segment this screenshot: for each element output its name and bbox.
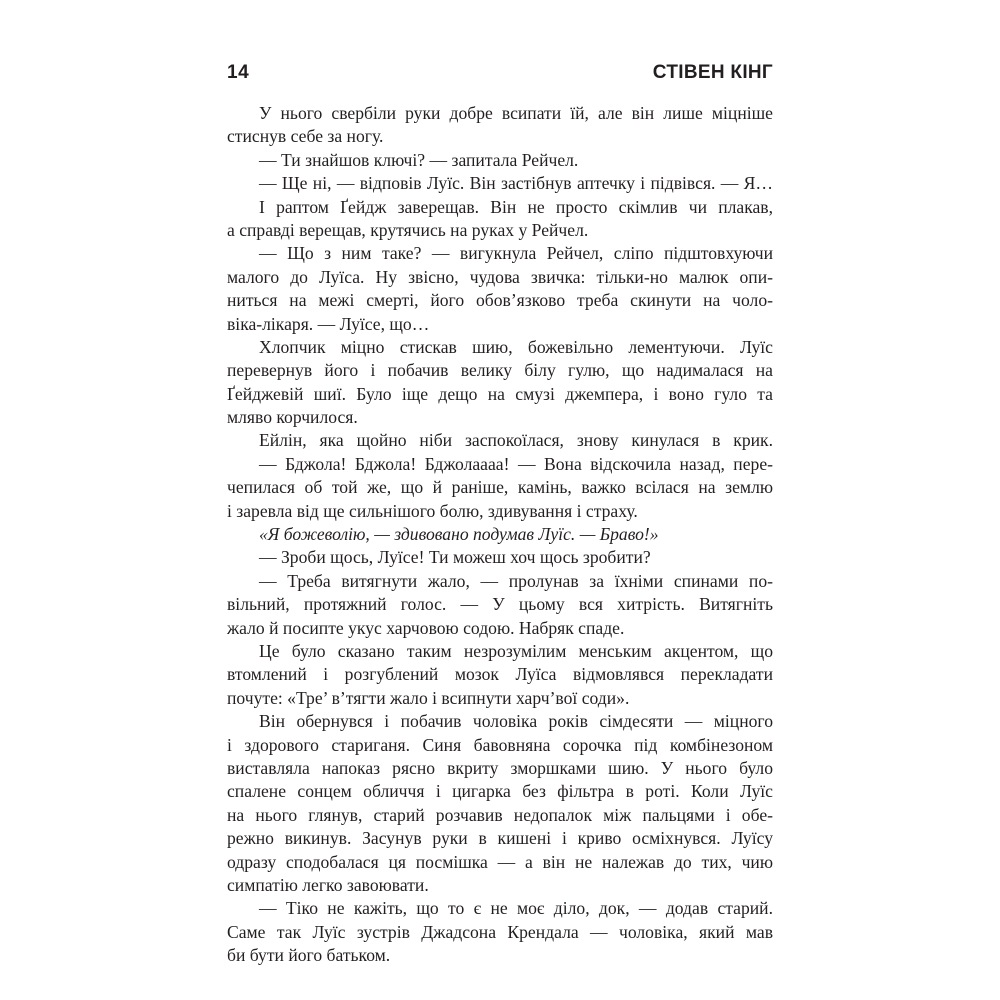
text-line: — Тіко не кажіть, що то є не моє діло, док, — додав старий.: [259, 898, 773, 919]
text-line: втомлений і розгублений мозок Луїса відмовлявся перекладати: [227, 664, 773, 685]
text-line: виставляла напоказ рясно вкриту зморшками шию. У нього було: [227, 757, 773, 778]
text-line: Саме так Луїс зустрів Джадсона Крендала — чоловіка, який мав: [227, 921, 773, 942]
text-line: жало й посипте укус харчовою содою. Набряк спаде.: [227, 617, 625, 638]
text-line: режно викинув. Засунув руки в кишені і криво осміхнувся. Луїсу: [227, 828, 773, 849]
text-line: Ейлін, яка щойно ніби заспокоїлася, знову кинулася в крик.: [259, 430, 773, 451]
page-number: 14: [227, 62, 250, 83]
text-line-italic: «Я божеволію, — здивовано подумав Луїс. — Браво!»: [259, 524, 659, 545]
text-line: ниться на межі смерті, його обов’язково треба скинути на чоло-: [227, 290, 773, 311]
text-line: вільний, протяжний голос. — У цьому вся хитрість. Витягніть: [227, 594, 773, 615]
text-line: — Треба витягнути жало, — пролунав за їхніми спинами по-: [259, 570, 773, 591]
text-line: а справді верещав, крутячись на руках у Рейчел.: [227, 219, 589, 240]
text-line: Ґейджевій шиї. Було іще дещо на смузі джемпера, і воно гуло та: [227, 383, 773, 404]
text-line: — Ти знайшов ключі? — запитала Рейчел.: [259, 149, 579, 170]
text-line: малого до Луїса. Ну звісно, чудова звичка: тільки-но малюк опи-: [227, 266, 773, 287]
text-line: віка-лікаря. — Луїсе, що…: [227, 313, 430, 334]
text-line: би бути його батьком.: [227, 945, 391, 966]
text-line: одразу сподобалася ця посмішка — а він не належав до тих, чию: [227, 851, 773, 872]
text-line: — Ще ні, — відповів Луїс. Він застібнув аптечку і підвівся. — Я…: [259, 173, 773, 194]
body-text: [227, 102, 773, 967]
text-line: Він обернувся і побачив чоловіка років сімдесяти — міцного: [259, 711, 773, 732]
text-line: симпатію легко завоювати.: [227, 874, 429, 895]
text-line: почуте: «Тре’ в’тягти жало і всипнути харч’вої соди».: [227, 687, 630, 708]
text-line: — Бджола! Бджола! Бджолаааа! — Вона відскочила назад, пере-: [259, 453, 773, 474]
text-line: — Зроби щось, Луїсе! Ти можеш хоч щось зробити?: [259, 547, 651, 568]
text-line: чепилася об той же, що й раніше, камінь, важко всілася на землю: [227, 477, 773, 498]
text-line: — Що з ним таке? — вигукнула Рейчел, сліпо підштовхуючи: [259, 243, 773, 264]
text-line: стиснув себе за ногу.: [227, 126, 384, 147]
text-line: мляво корчилося.: [227, 407, 358, 428]
text-line: Хлопчик міцно стискав шию, божевільно лементуючи. Луїс: [259, 336, 773, 357]
text-line: Це було сказано таким незрозумілим менським акцентом, що: [259, 640, 773, 661]
text-line: І раптом Ґейдж заверещав. Він не просто скімлив чи плакав,: [259, 196, 773, 217]
text-line: У нього свербіли руки добре всипати їй, але він лише міцніше: [259, 103, 773, 123]
text-line: і заревла від ще сильнішого болю, здивування і страху.: [227, 500, 638, 521]
text-line: спалене сонцем обличчя і цигарка без фільтра в роті. Коли Луїс: [227, 781, 773, 802]
text-line: на нього глянув, старий розчавив недопалок між пальцями і обе-: [227, 804, 773, 825]
page-header: [227, 62, 773, 82]
text-line: і здорового стариганя. Синя бавовняна сорочка під комбінезоном: [227, 734, 773, 755]
text-line: перевернув його і побачив велику білу гулю, що надималася на: [227, 360, 773, 381]
running-head-author: СТІВЕН КІНГ: [652, 62, 773, 83]
